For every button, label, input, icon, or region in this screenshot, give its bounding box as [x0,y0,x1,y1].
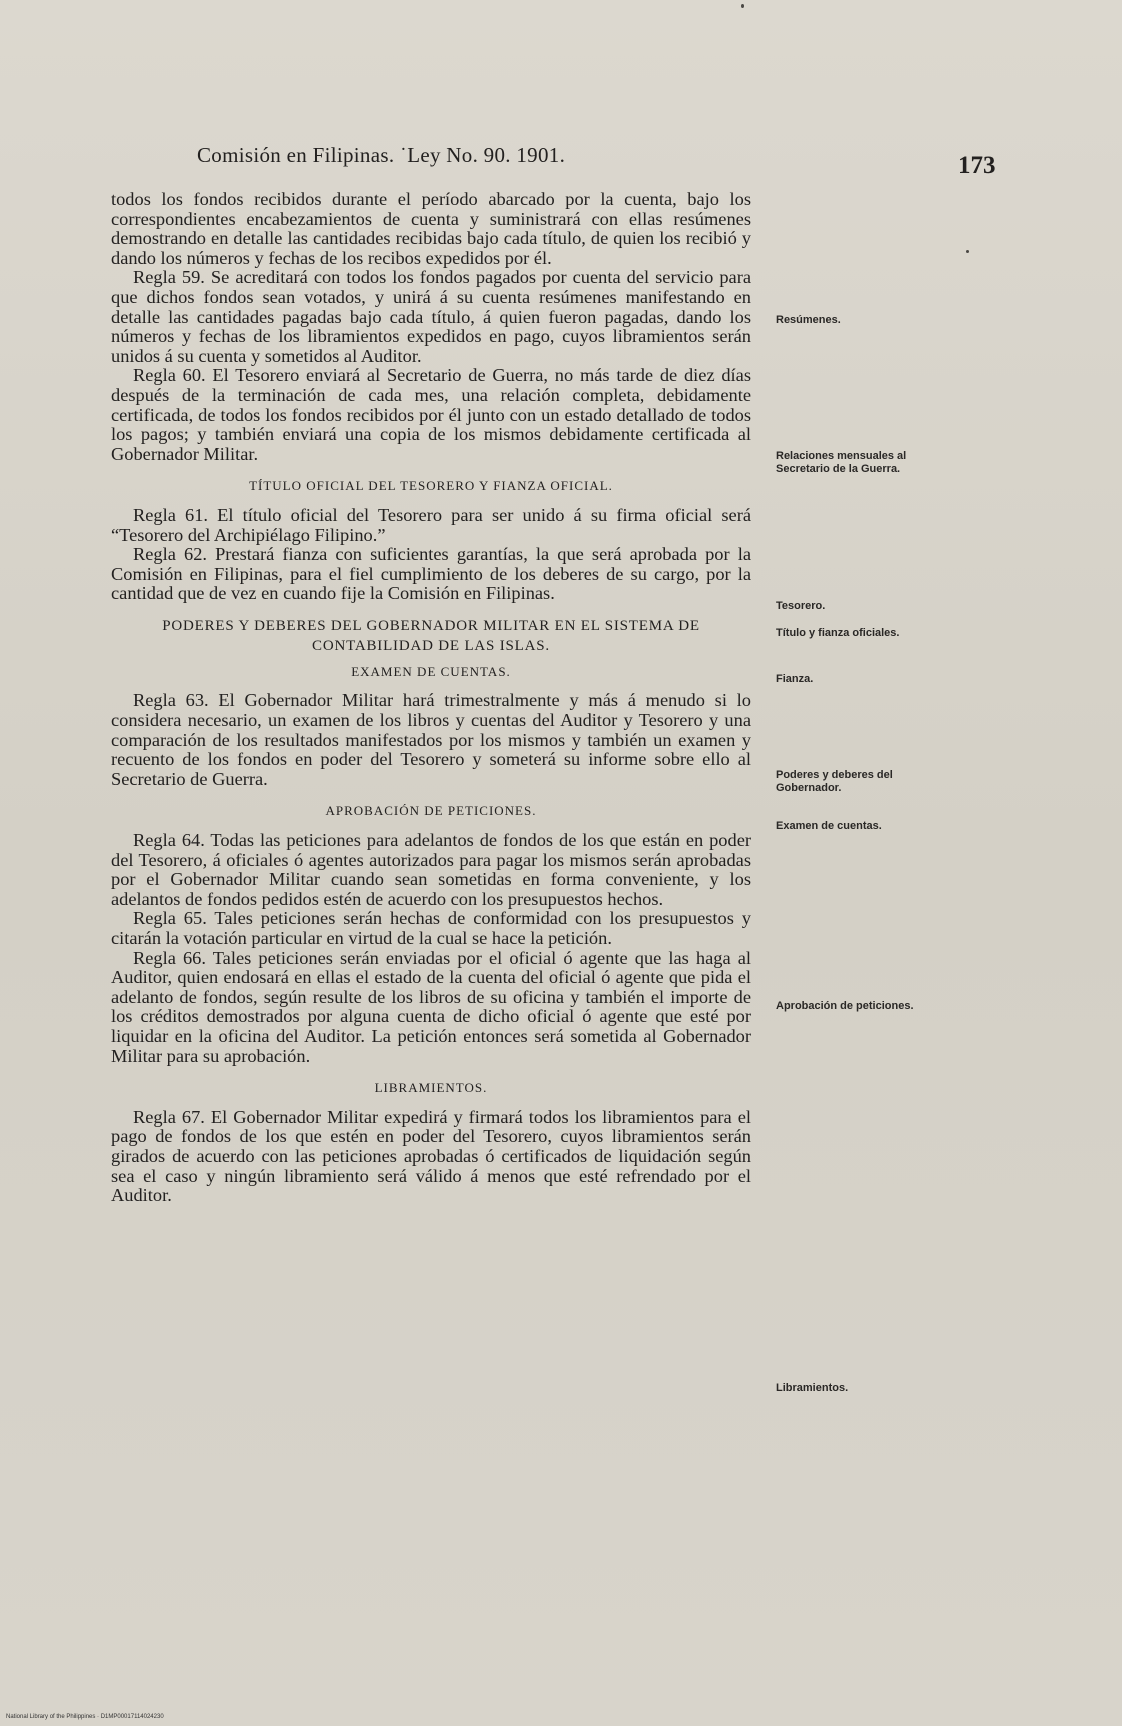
margin-note-aprobacion: Aprobación de peticiones. [776,1000,914,1012]
paragraph-regla-59: Regla 59. Se acreditará con todos los fondos pagados por cuenta del servicio para que dichos fondos sean votados, y unirá á su cuenta resúmenes manifestando en detalle las cantidades pagadas bajo cada título, á quien fueron pagadas, dando los números y fechas de los libramientos expedidos en pago, cuyos libramientos serán unidos á su cuenta y sometidos al Auditor. [111,267,751,366]
margin-note-tesorero: Tesorero. [776,600,826,612]
margin-note-libramientos: Libramientos. [776,1382,849,1394]
section-heading-examen: EXAMEN DE CUENTAS. [351,663,511,679]
section-heading-poderes: PODERES Y DEBERES DEL GOBERNADOR MILITAR EN EL SISTEMA DE CONTABILIDAD DE LAS ISLAS. [162,617,700,654]
section-heading-libramientos: LIBRAMIENTOS. [374,1080,488,1096]
body-text [111,190,751,1206]
scan-footer-credit: National Library of the Philippines · D1MP00017114024230 [6,1714,164,1720]
running-header: Comisión en Filipinas. ˙Ley No. 90. 1901. [197,143,566,167]
margin-note-resumenes: Resúmenes. [776,314,841,326]
section-heading-titulo: TÍTULO OFICIAL DEL TESORERO Y FIANZA OFICIAL. [249,478,613,494]
paragraph-regla-66: Regla 66. Tales peticiones serán enviadas por el oficial ó agente que las haga al Auditor, quien endosará en ellas el estado de la cuenta del oficial ó agente que pida el adelanto de fondos, según resulte de los libros de su oficina y también el importe de los créditos demostrados por alguna cuenta de dicho oficial ó agente que esté por liquidar en la oficina del Auditor. La petición entonces será sometida al Gobernador Militar para su aprobación. [111,947,751,1066]
margin-note-relaciones: Relaciones mensuales al Secretario de la Guerra. [776,450,907,475]
paragraph-regla-60: Regla 60. El Tesorero enviará al Secretario de Guerra, no más tarde de diez días después de la terminación de cada mes, una relación completa, debidamente certificada, de todos los fondos recibidos por él junto con un estado detallado de todos los pagos; y también enviará una copia de los mismos debidamente certificada al Gobernador Militar. [111,365,751,464]
scan-speck [741,4,744,8]
margin-note-titulo-fianza: Título y fianza oficiales. [776,627,900,639]
margin-note-poderes: Poderes y deberes del Gobernador. [776,769,893,794]
paragraph-regla-63: Regla 63. El Gobernador Militar hará trimestralmente y más á menudo si lo considera necesario, un examen de los libros y cuentas del Auditor y Tesorero y una comparación de los resultados manifestados por los mismos y también un examen y recuento de los fondos en poder del Tesorero y someterá su informe sobre ello al Secretario de Guerra. [111,690,751,789]
paragraph-regla-61: Regla 61. El título oficial del Tesorero para ser unido á su firma oficial será “Tesorero del Archipiélago Filipino.” [111,504,751,545]
margin-note-fianza: Fianza. [776,673,814,685]
paragraph: todos los fondos recibidos durante el período abarcado por la cuenta, bajo los correspondientes encabezamientos de cuenta y suministrará con ellas resúmenes demostrando en detalle las cantidades recibidas bajo cada título, de quien los recibió y dando los números y fechas de los recibos expedidos por él. [111,189,751,268]
section-heading-aprobacion: APROBACIÓN DE PETICIONES. [325,803,537,819]
page-number: 173 [958,152,996,179]
paragraph-regla-65: Regla 65. Tales peticiones serán hechas de conformidad con los presupuestos y citarán la votación particular en virtud de la cual se hace la petición. [111,908,751,948]
paragraph-regla-64: Regla 64. Todas las peticiones para adelantos de fondos de los que están en poder del Tesorero, á oficiales ó agentes autorizados para pagar los mismos serán aprobadas por el Gobernador Militar cuando sean sometidas en forma conveniente, y los adelantos de fondos pedidos estén de acuerdo con los presupuestos hechos. [111,830,751,909]
margin-note-examen: Examen de cuentas. [776,820,882,832]
paragraph-regla-62: Regla 62. Prestará fianza con suficientes garantías, la que será aprobada por la Comisión en Filipinas, para el fiel cumplimiento de los deberes de su cargo, por la cantidad que de vez en cuando fije la Comisión en Filipinas. [111,544,751,604]
scan-speck [966,250,969,253]
paragraph-regla-67: Regla 67. El Gobernador Militar expedirá y firmará todos los libramientos para el pago de fondos de los que estén en poder del Tesorero, cuyos libramientos serán girados de acuerdo con las peticiones aprobadas ó certificados de liquidación según sea el caso y ningún libramiento será válido á menos que esté refrendado por el Auditor. [111,1106,751,1206]
